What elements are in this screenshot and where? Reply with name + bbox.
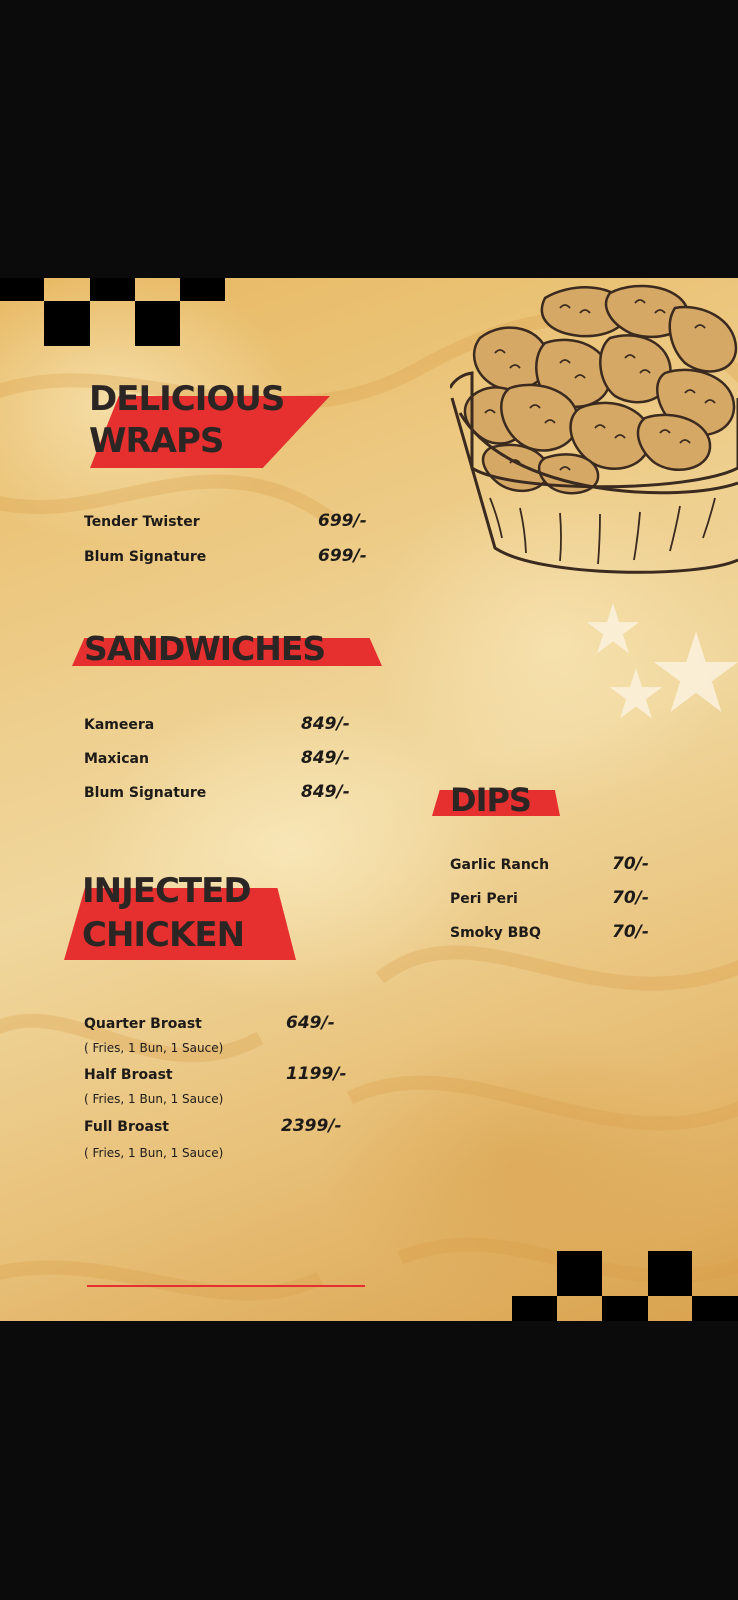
menu-item-price: 2399/-: [281, 1116, 342, 1136]
heading-line: DIPS: [450, 781, 531, 819]
checker-block: [648, 1251, 692, 1296]
menu-item-name: Maxican: [84, 751, 149, 767]
menu-item-price: 649/-: [286, 1013, 335, 1033]
menu-page: [0, 278, 738, 1321]
menu-item-name: Blum Signature: [84, 785, 207, 801]
checker-block: [135, 301, 180, 346]
menu-item-name: Blum Signature: [84, 549, 207, 565]
checker-block: [44, 301, 90, 346]
menu-item-price: 1199/-: [286, 1064, 347, 1084]
menu-item-price: 849/-: [301, 714, 350, 734]
star-icon: [585, 603, 641, 655]
checker-block: [512, 1296, 557, 1321]
menu-item-price: 70/-: [612, 922, 649, 942]
section-heading-injected-chicken: [64, 871, 304, 966]
checker-block: [90, 278, 135, 301]
menu-item-price: 849/-: [301, 782, 350, 802]
section-heading-dips: [432, 780, 562, 824]
heading-line: CHICKEN: [82, 915, 245, 955]
section-heading-wraps: [84, 379, 334, 472]
divider-line: [87, 1285, 365, 1287]
checker-block: [180, 278, 225, 301]
menu-item-note: ( Fries, 1 Bun, 1 Sauce): [84, 1146, 224, 1160]
menu-item-name: Full Broast: [84, 1119, 169, 1135]
menu-item-name: Half Broast: [84, 1067, 173, 1083]
checker-block: [602, 1296, 648, 1321]
menu-item-name: Kameera: [84, 717, 155, 733]
heading-line: INJECTED: [82, 871, 251, 911]
menu-item-name: Smoky BBQ: [450, 925, 541, 941]
checker-block: [0, 278, 44, 301]
menu-item-price: 699/-: [318, 546, 367, 566]
heading-line: SANDWICHES: [84, 629, 326, 668]
menu-item-price: 70/-: [612, 854, 649, 874]
menu-item-name: Peri Peri: [450, 891, 518, 907]
menu-item-note: ( Fries, 1 Bun, 1 Sauce): [84, 1092, 224, 1106]
checker-block: [692, 1296, 738, 1321]
menu-item-price: 70/-: [612, 888, 649, 908]
heading-line: WRAPS: [89, 421, 224, 461]
star-icon: [652, 623, 738, 723]
menu-item-price: 699/-: [318, 511, 367, 531]
menu-item-note: ( Fries, 1 Bun, 1 Sauce): [84, 1041, 224, 1055]
menu-item-name: Garlic Ranch: [450, 857, 550, 873]
menu-item-name: Quarter Broast: [84, 1016, 202, 1032]
fried-chicken-bucket-icon: [450, 278, 738, 598]
checker-block: [557, 1251, 602, 1296]
menu-item-name: Tender Twister: [84, 514, 200, 530]
heading-line: DELICIOUS: [89, 379, 285, 419]
section-heading-sandwiches: [72, 628, 382, 676]
menu-item-price: 849/-: [301, 748, 350, 768]
